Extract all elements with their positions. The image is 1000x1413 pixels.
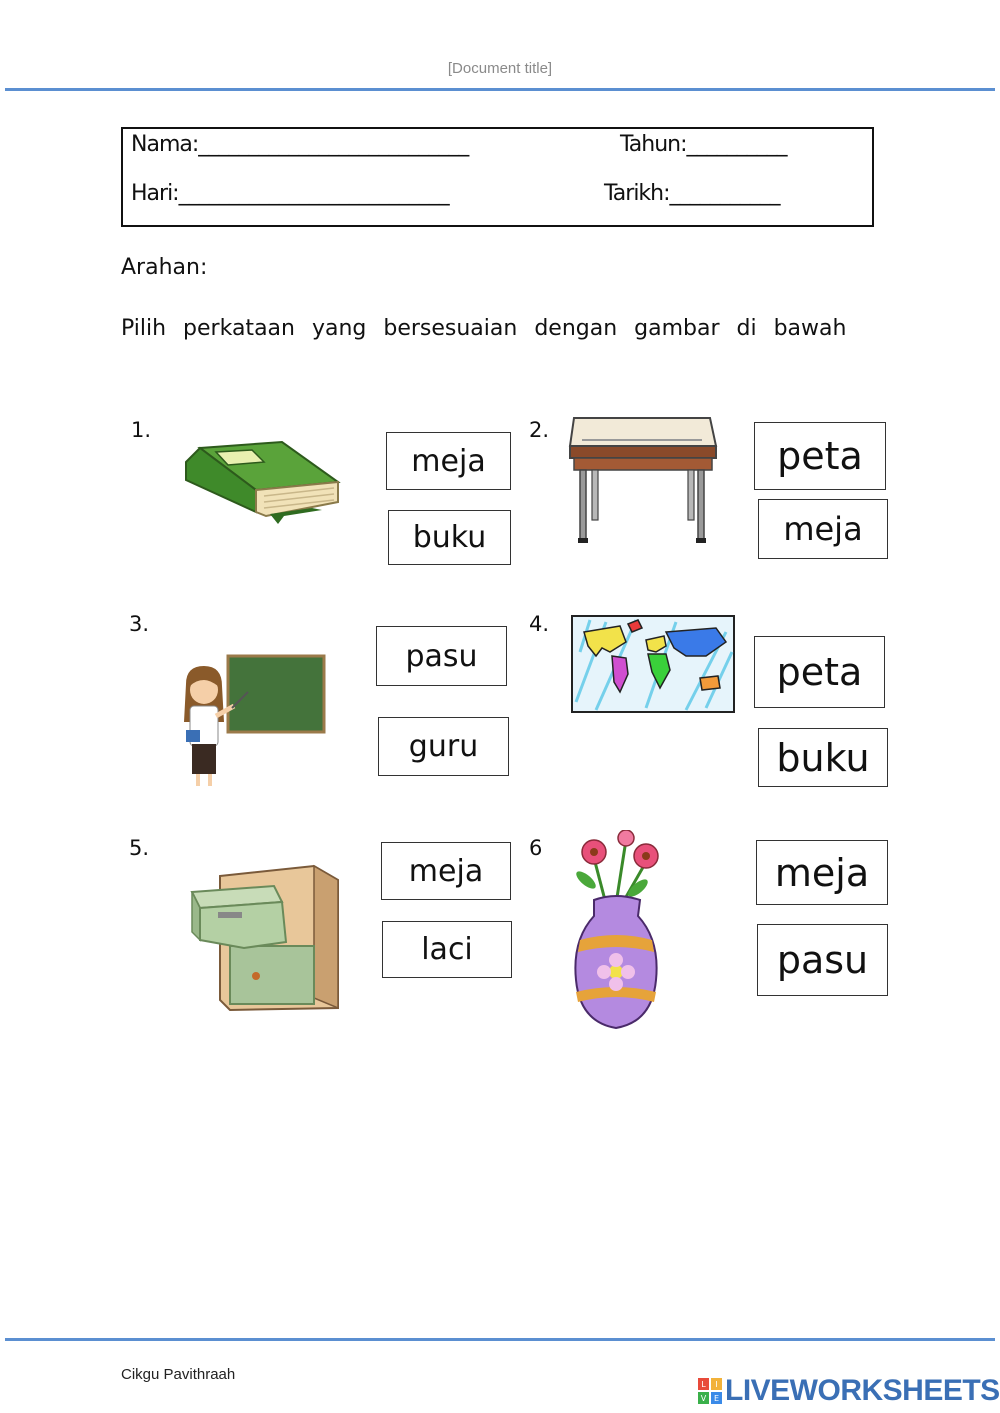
q2-option-peta[interactable]: peta xyxy=(754,422,886,490)
world-map-icon xyxy=(566,612,738,720)
question-number-2: 2. xyxy=(529,418,550,442)
question-number-5: 5. xyxy=(129,836,150,860)
question-number-3: 3. xyxy=(129,612,150,636)
liveworksheets-logo[interactable] xyxy=(697,1374,1000,1408)
question-number-6: 6 xyxy=(529,836,543,860)
liveworksheets-wordmark: LIVEWORKSHEETS xyxy=(725,1374,1000,1407)
q3-option-pasu[interactable]: pasu xyxy=(376,626,507,686)
hari-field[interactable]: Hari:___________________________ xyxy=(131,181,449,206)
teacher-icon xyxy=(172,652,330,792)
q4-option-buku[interactable]: buku xyxy=(758,728,888,787)
flower-vase-icon xyxy=(564,830,668,1034)
svg-text:L: L xyxy=(701,1380,706,1389)
q2-option-meja[interactable]: meja xyxy=(758,499,888,559)
nama-field[interactable]: Nama:___________________________ xyxy=(131,132,469,157)
header-rule xyxy=(5,88,995,91)
svg-text:I: I xyxy=(715,1380,718,1389)
svg-text:E: E xyxy=(713,1394,720,1403)
svg-text:V: V xyxy=(700,1394,707,1403)
drawer-cabinet-icon xyxy=(190,862,342,1014)
q1-option-buku[interactable]: buku xyxy=(388,510,511,565)
tahun-field[interactable]: Tahun:__________ xyxy=(620,132,787,157)
document-title: [Document title] xyxy=(447,60,553,77)
q5-option-meja[interactable]: meja xyxy=(381,842,511,900)
q5-option-laci[interactable]: laci xyxy=(382,921,512,978)
desk-icon xyxy=(566,414,721,546)
question-number-1: 1. xyxy=(131,418,152,442)
instruction-label: Arahan: xyxy=(121,255,208,280)
instruction-text: Pilih perkataan yang bersesuaian dengan gambar di bawah xyxy=(121,316,847,341)
q6-option-pasu[interactable]: pasu xyxy=(757,924,888,996)
q6-option-meja[interactable]: meja xyxy=(756,840,888,905)
book-icon xyxy=(182,440,342,525)
footer-author: Cikgu Pavithraah xyxy=(121,1366,236,1383)
q1-option-meja[interactable]: meja xyxy=(386,432,511,490)
tarikh-field[interactable]: Tarikh:___________ xyxy=(604,181,780,206)
footer-rule xyxy=(5,1338,995,1341)
q4-option-peta[interactable]: peta xyxy=(754,636,885,708)
question-number-4: 4. xyxy=(529,612,550,636)
liveworksheets-logo-icon xyxy=(697,1377,723,1405)
q3-option-guru[interactable]: guru xyxy=(378,717,509,776)
